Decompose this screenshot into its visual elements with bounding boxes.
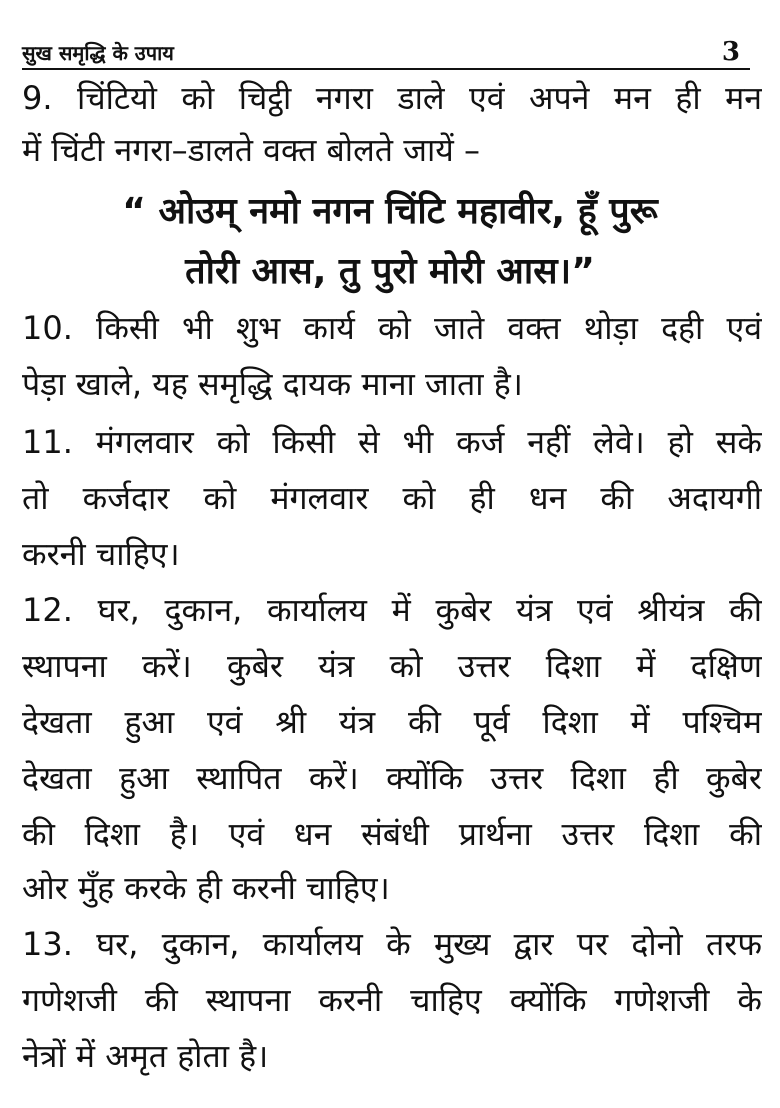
item-12-line-3: देखता हुआ एवं श्री यंत्र की पूर्व दिशा में पश्चिम <box>22 703 762 741</box>
item-10-line-2: पेड़ा खाले, यह समृद्धि दायक माना जाता है। <box>22 365 523 403</box>
page-header <box>22 36 750 70</box>
item-12-line-4: देखता हुआ स्थापित करें। क्योंकि उत्तर दिशा ही कुबेर <box>22 759 762 797</box>
item-12-line-2: स्थापना करें। कुबेर यंत्र को उत्तर दिशा में दक्षिण <box>22 647 762 685</box>
item-10-line-1: 10. किसी भी शुभ कार्य को जाते वक्त थोड़ा दही एवं <box>22 309 762 347</box>
book-title: सुख समृद्धि के उपाय <box>22 41 174 65</box>
mantra-line-1: “ ओउम् नमो नगन चिंटि महावीर, हूँ पुरू <box>122 191 658 232</box>
item-11-line-1: 11. मंगलवार को किसी से भी कर्ज नहीं लेवे। हो सके <box>22 423 762 461</box>
item-13-line-3: नेत्रों में अमृत होता है। <box>22 1037 269 1075</box>
page-number: 3 <box>721 37 740 67</box>
item-12-line-6: ओर मुँह करके ही करनी चाहिए। <box>22 869 390 907</box>
item-12-line-1: 12. घर, दुकान, कार्यालय में कुबेर यंत्र एवं श्रीयंत्र की <box>22 591 762 629</box>
mantra-line-2: तोरी आस, तु पुरो मोरी आस।” <box>185 251 595 292</box>
item-13-line-2: गणेशजी की स्थापना करनी चाहिए क्योंकि गणेशजी के <box>22 981 762 1019</box>
item-9-line-1: 9. चिंटियो को चिट्ठी नगरा डाले एवं अपने मन ही मन <box>22 79 762 117</box>
item-11-line-2: तो कर्जदार को मंगलवार को ही धन की अदायगी <box>22 479 762 517</box>
item-11-line-3: करनी चाहिए। <box>22 535 180 573</box>
item-9-line-2: में चिंटी नगरा–डालते वक्त बोलते जायें – <box>22 131 480 169</box>
item-13-line-1: 13. घर, दुकान, कार्यालय के मुख्य द्वार पर दोनो तरफ <box>22 925 762 963</box>
item-12-line-5: की दिशा है। एवं धन संबंधी प्रार्थना उत्तर दिशा की <box>22 815 762 853</box>
